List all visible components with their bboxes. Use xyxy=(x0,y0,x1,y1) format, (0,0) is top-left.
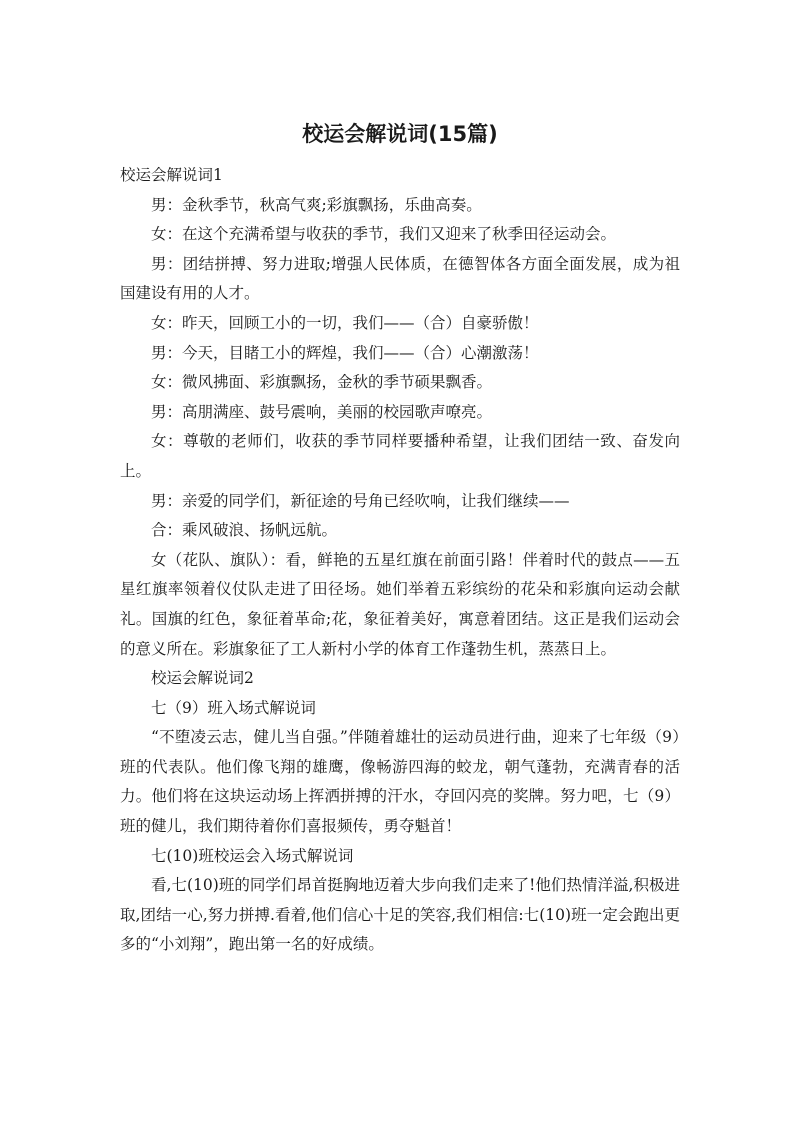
paragraph: “不堕凌云志，健儿当自强。”伴随着雄壮的运动员进行曲，迎来了七年级（9）班的代表队。他们像飞翔的雄鹰，像畅游四海的蛟龙，朝气蓬勃，充满青春的活力。他们将在这块运动场上挥洒拼搏的汗水，夺回闪亮的奖牌。努力吧，七（9）班的健儿，我们期待着你们喜报频传，勇夺魁首！ xyxy=(120,728,680,836)
subheading: 七(10)班校运会入场式解说词 xyxy=(151,846,354,865)
paragraph: 男：金秋季节，秋高气爽;彩旗飘扬，乐曲高奏。 xyxy=(151,195,482,214)
paragraph: 女（花队、旗队）：看，鲜艳的五星红旗在前面引路！伴着时代的鼓点——五星红旗率领着仪仗队走进了田径场。她们举着五彩缤纷的花朵和彩旗向运动会献礼。国旗的红色，象征着革命;花，象征着美好，寓意着团结。这正是我们运动会的意义所在。彩旗象征了工人新村小学的体育工作蓬勃生机，蒸蒸日上。 xyxy=(120,550,680,658)
paragraph: 女：微风拂面、彩旗飘扬，金秋的季节硕果飘香。 xyxy=(151,373,493,392)
paragraph: 男：团结拼搏、努力进取;增强人民体质，在德智体各方面全面发展，成为祖国建设有用的人才。 xyxy=(120,254,680,303)
paragraph: 看,七(10)班的同学们昂首挺胸地迈着大步向我们走来了!他们热情洋溢,积极进取,团结一心,努力拼搏.看着,他们信心十足的笑容,我们相信:七(10)班一定会跑出更多的“小刘翔”，跑出第一名的好成绩。 xyxy=(120,876,680,954)
paragraph: 女：尊敬的老师们，收获的季节同样要播种希望，让我们团结一致、奋发向上。 xyxy=(120,432,680,480)
document-title: 校运会解说词(15篇) xyxy=(302,122,498,146)
subheading: 七（9）班入场式解说词 xyxy=(151,698,316,717)
paragraph: 女：在这个充满希望与收获的季节，我们又迎来了秋季田径运动会。 xyxy=(151,225,617,244)
paragraph: 女：昨天，回顾工小的一切，我们——（合）自豪骄傲！ xyxy=(151,313,539,332)
paragraph: 男：高朋满座、鼓号震响，美丽的校园歌声嘹亮。 xyxy=(151,402,493,421)
document-body xyxy=(120,161,680,960)
paragraph: 男：今天，目睹工小的辉煌，我们——（合）心潮激荡！ xyxy=(151,343,539,362)
section-heading-1: 校运会解说词1 xyxy=(120,166,223,184)
paragraph: 合：乘风破浪、扬帆远航。 xyxy=(151,521,338,540)
section-heading-2: 校运会解说词2 xyxy=(151,669,254,688)
paragraph: 男：亲爱的同学们，新征途的号角已经吹响，让我们继续—— xyxy=(151,491,570,510)
